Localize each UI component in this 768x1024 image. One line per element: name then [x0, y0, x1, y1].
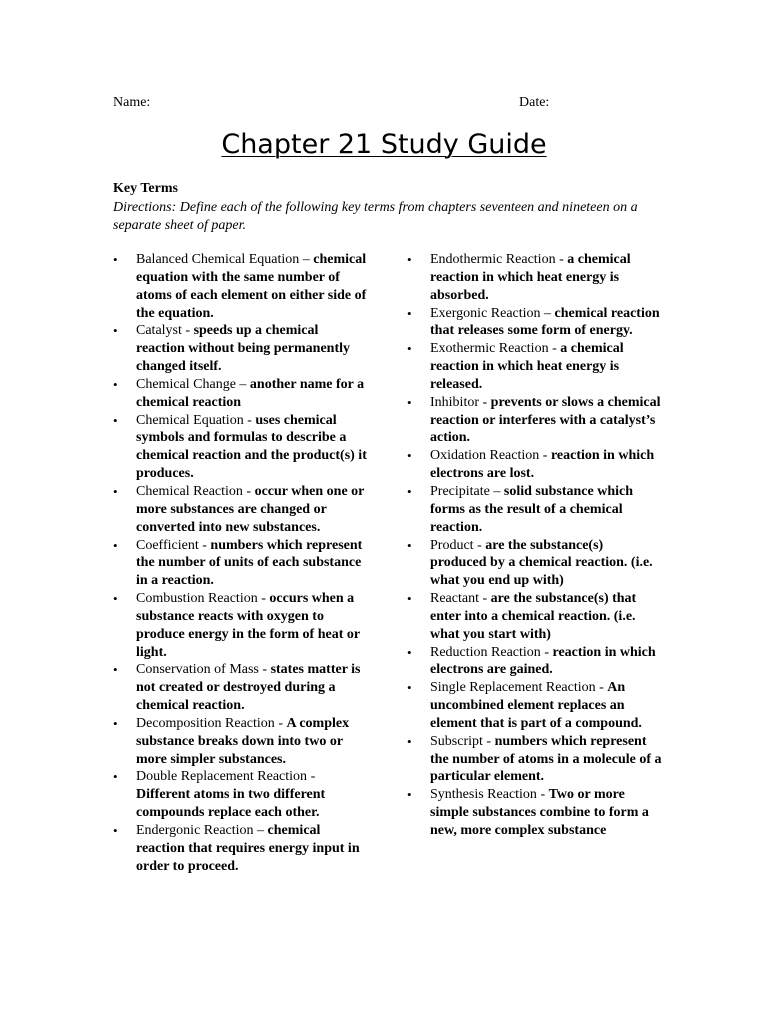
key-term-item [407, 786, 662, 840]
term-separator: – [489, 483, 504, 499]
key-term-item [407, 305, 662, 341]
bullet-icon: • [113, 537, 118, 553]
term-separator: - [595, 680, 608, 696]
term-name: Double Replacement Reaction [136, 769, 308, 785]
name-label: Name: [113, 95, 151, 110]
term-name: Oxidation Reaction [430, 448, 540, 464]
key-term-item [407, 679, 662, 733]
term-name: Reduction Reaction [430, 644, 541, 660]
key-term-item [407, 340, 662, 394]
term-definition: are the substance(s) that enter into a chemical reaction. (i.e. what you start with) [430, 591, 637, 642]
bullet-icon: • [407, 252, 412, 267]
term-separator: – [253, 823, 268, 838]
key-term-item [113, 661, 368, 715]
term-definition: speeds up a chemical reaction without being permanently changed itself. [136, 323, 351, 375]
term-definition: uses chemical symbols and formulas to describe a chemical reaction and the product(s) it produces. [136, 412, 367, 482]
key-term-item [113, 483, 368, 537]
term-definition: prevents or slows a chemical reaction or interferes with a catalyst’s action. [430, 394, 661, 446]
key-term-item [113, 322, 368, 376]
bullet-icon: • [113, 323, 118, 339]
term-separator: - [479, 394, 491, 410]
term-definition: chemical reaction that requires energy input in order to proceed. [136, 823, 360, 874]
key-term-item [113, 715, 368, 769]
term-separator: - [198, 537, 211, 553]
key-term-item [113, 768, 368, 822]
key-term-item [407, 537, 662, 591]
term-definition: occurs when a substance reacts with oxygen to produce energy in the form of heat or light. [136, 591, 360, 660]
bullet-icon: • [113, 412, 118, 428]
bullet-icon: • [113, 252, 118, 267]
term-definition: states matter is not created or destroyed during a chemical reaction. [136, 662, 361, 714]
bullet-icon: • [113, 483, 118, 499]
term-separator: - [478, 591, 491, 607]
key-term-item [407, 251, 662, 305]
bullet-icon: • [407, 448, 412, 464]
bullet-icon: • [407, 644, 412, 660]
directions-text: Directions: Define each of the following key terms from chapters seventeen and nineteen on a separate sheet of paper. [113, 200, 638, 233]
term-name: Product [430, 537, 474, 553]
term-separator: - [243, 412, 256, 428]
term-definition: a chemical reaction in which heat energy is absorbed. [430, 252, 631, 303]
bullet-icon: • [407, 591, 412, 607]
term-separator: - [540, 644, 553, 660]
term-separator: - [181, 323, 194, 339]
bullet-icon: • [113, 376, 118, 392]
term-definition: An uncombined element replaces an element that is part of a compound. [430, 680, 642, 731]
term-separator: - [274, 715, 287, 731]
term-separator: – [299, 252, 314, 267]
bullet-icon: • [113, 769, 118, 785]
term-definition: solid substance which forms as the result of a chemical reaction. [430, 483, 634, 535]
term-separator: – [540, 305, 555, 321]
term-name: Conservation of Mass [136, 662, 259, 678]
term-definition: another name for a chemical reaction [136, 376, 365, 410]
bullet-icon: • [113, 591, 118, 607]
term-name: Reactant [430, 591, 479, 607]
bullet-icon: • [407, 537, 412, 553]
term-name: Coefficient [136, 537, 199, 553]
term-definition: chemical reaction that releases some form of energy. [430, 305, 660, 339]
bullet-icon: • [407, 483, 412, 499]
term-definition: are the substance(s) produced by a chemical reaction. (i.e. what you end up with) [430, 537, 653, 589]
term-definition: numbers which represent the number of units of each substance in a reaction. [136, 537, 363, 589]
term-name: Catalyst [136, 323, 182, 339]
key-term-item [407, 733, 662, 787]
bullet-icon: • [407, 787, 412, 803]
term-name: Single Replacement Reaction [430, 680, 596, 696]
key-terms-right-column [407, 251, 662, 840]
key-term-item [113, 412, 368, 483]
key-term-item [407, 447, 662, 483]
term-separator: - [539, 448, 551, 464]
term-name: Synthesis Reaction [430, 787, 537, 803]
term-separator: - [242, 483, 255, 499]
term-separator: - [258, 662, 271, 678]
term-name: Chemical Reaction [136, 483, 243, 499]
bullet-icon: • [407, 680, 412, 696]
bullet-icon: • [407, 733, 412, 749]
term-name: Balanced Chemical Equation [136, 252, 300, 267]
term-definition: reaction in which electrons are lost. [430, 448, 655, 482]
term-definition: occur when one or more substances are changed or converted into new substances. [136, 483, 365, 535]
key-term-item [407, 483, 662, 537]
term-name: Exothermic Reaction [430, 341, 549, 357]
term-definition: a chemical reaction in which heat energy is released. [430, 341, 624, 392]
term-name: Inhibitor [430, 394, 479, 410]
key-term-item [113, 822, 368, 876]
key-term-item [113, 376, 368, 412]
term-definition: A complex substance breaks down into two or more simpler substances. [136, 715, 350, 767]
term-definition: numbers which represent the number of atoms in a molecule of a particular element. [430, 733, 662, 785]
date-label: Date: [519, 95, 550, 110]
term-separator: - [482, 733, 495, 749]
term-definition: chemical equation with the same number of atoms of each element on either side of the equation. [136, 252, 367, 321]
bullet-icon: • [113, 662, 118, 678]
bullet-icon: • [407, 341, 412, 357]
term-name: Decomposition Reaction [136, 715, 275, 731]
key-term-item [407, 394, 662, 448]
term-definition: Two or more simple substances combine to form a new, more complex substance [430, 787, 649, 838]
term-separator: - [307, 769, 316, 785]
term-separator: - [548, 341, 561, 357]
term-separator: - [536, 787, 549, 803]
term-definition: reaction in which electrons are gained. [430, 644, 656, 678]
key-terms-left-column [113, 251, 368, 876]
key-term-item [407, 590, 662, 644]
term-name: Subscript [430, 733, 483, 749]
bullet-icon: • [407, 394, 412, 410]
bullet-icon: • [113, 823, 118, 838]
bullet-icon: • [113, 715, 118, 731]
key-term-item [113, 251, 368, 322]
term-name: Precipitate [430, 483, 490, 499]
term-name: Exergonic Reaction [430, 305, 541, 321]
page-title: Chapter 21 Study Guide [221, 129, 547, 160]
term-name: Endothermic Reaction [430, 252, 556, 267]
bullet-icon: • [407, 305, 412, 321]
term-name: Combustion Reaction [136, 591, 258, 607]
term-name: Endergonic Reaction [136, 823, 254, 838]
term-name: Chemical Change [136, 376, 236, 392]
section-heading: Key Terms [113, 181, 178, 196]
term-separator: - [257, 591, 270, 607]
term-name: Chemical Equation [136, 412, 244, 428]
term-separator: – [235, 376, 250, 392]
key-term-item [113, 537, 368, 591]
term-definition: Different atoms in two different compounds replace each other. [136, 787, 326, 821]
term-separator: - [555, 252, 568, 267]
key-term-item [407, 644, 662, 680]
key-term-item [113, 590, 368, 661]
term-separator: - [473, 537, 486, 553]
